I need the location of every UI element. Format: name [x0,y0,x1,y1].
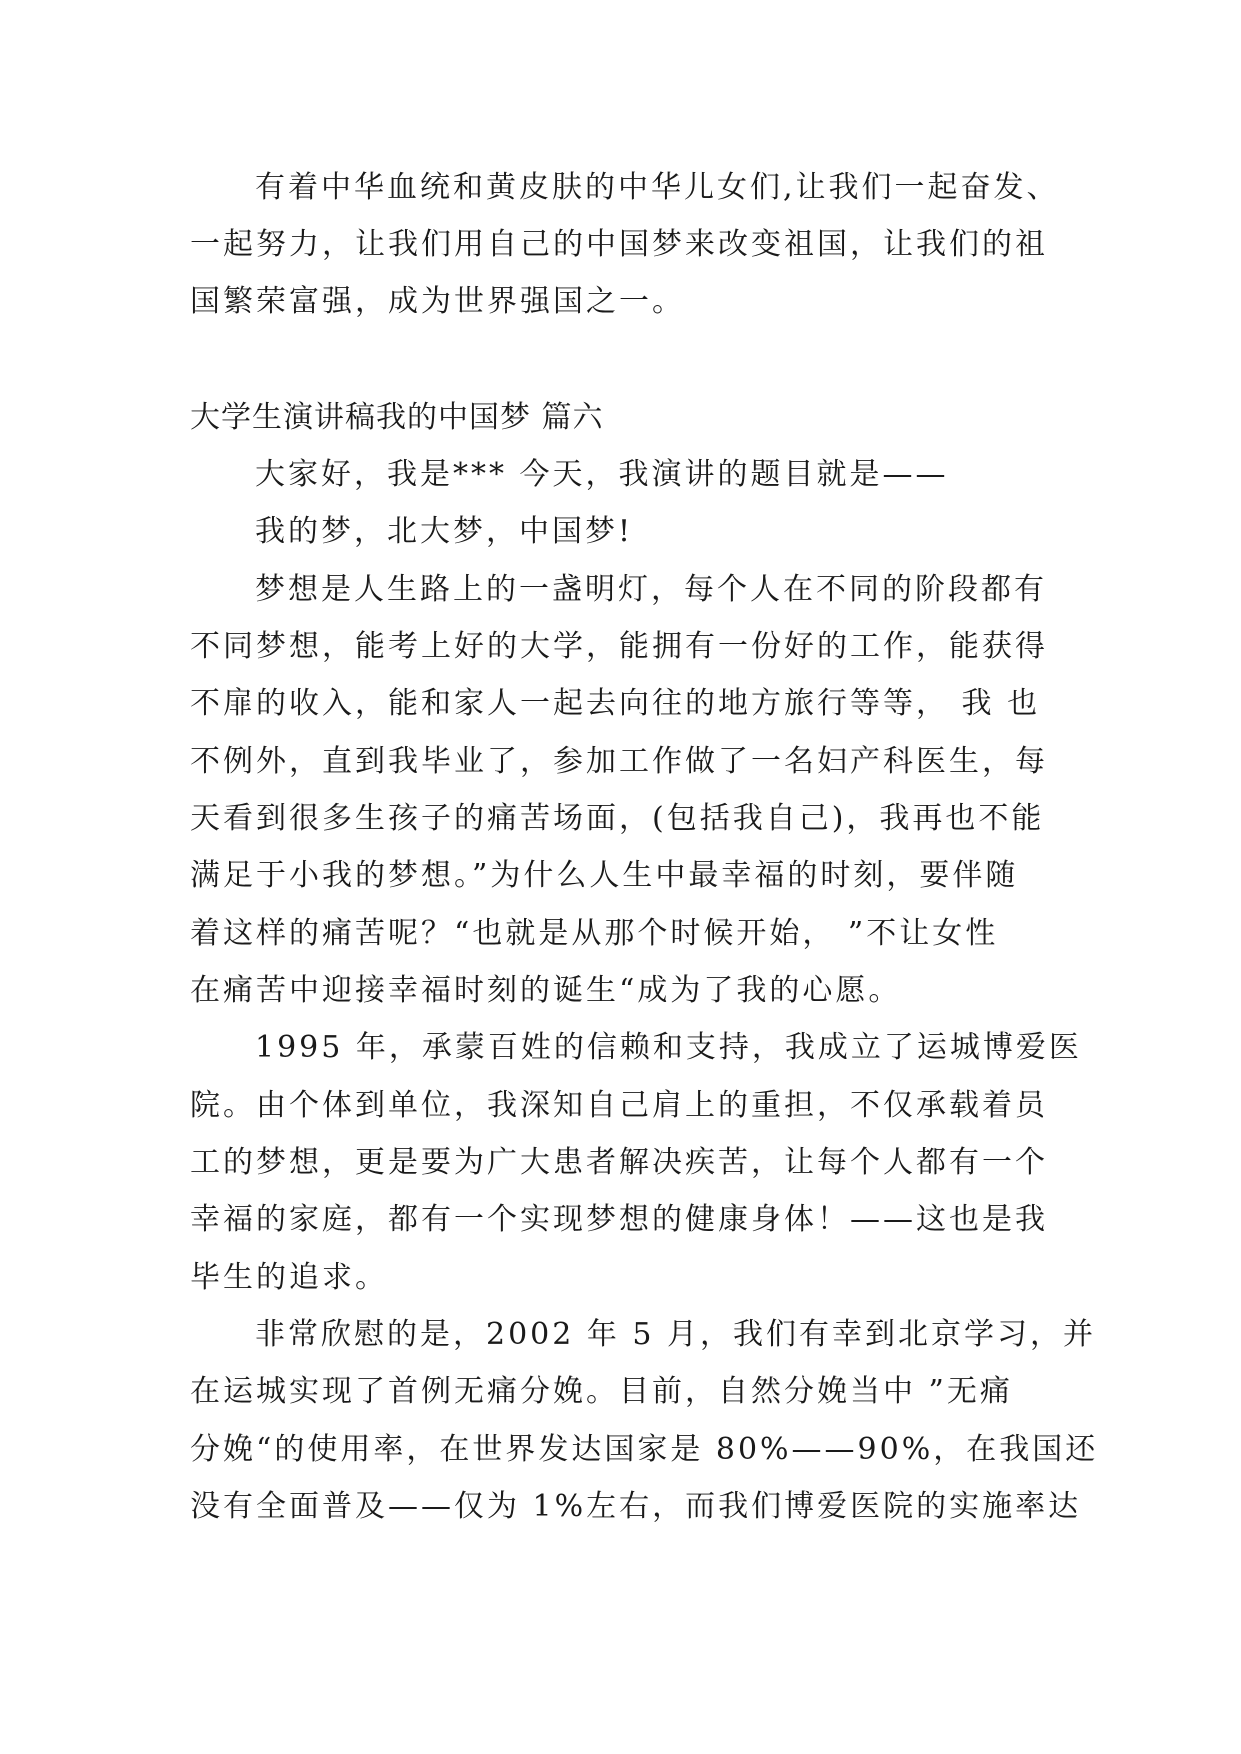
text-line: 没有全面普及——仅为 1%左右，而我们博爱医院的实施率达 [190,1489,1082,1524]
text-line: 一起努力，让我们用自己的中国梦来改变祖国，让我们的祖 [190,227,1048,262]
text-line: 院。由个体到单位，我深知自己肩上的重担，不仅承载着员 [190,1088,1048,1123]
text-line: 幸福的家庭，都有一个实现梦想的健康身体！——这也是我 [190,1202,1048,1237]
text-line: 不同梦想，能考上好的大学，能拥有一份好的工作，能获得 [190,629,1048,664]
text-line: 有着中华血统和黄皮肤的中华儿女们,让我们一起奋发、 [255,170,1060,205]
text-line: 着这样的痛苦呢？“也就是从那个时候开始， ”不让女性 [190,916,999,951]
text-line: 国繁荣富强，成为世界强国之一。 [190,284,685,319]
text-line: 非常欣慰的是，2002 年 5 月，我们有幸到北京学习，并 [255,1317,1097,1352]
text-line: 不例外，直到我毕业了，参加工作做了一名妇产科医生，每 [190,744,1048,779]
text-line: 工的梦想，更是要为广大患者解决疾苦，让每个人都有一个 [190,1145,1048,1180]
text-line: 满足于小我的梦想。”为什么人生中最幸福的时刻，要伴随 [190,858,1019,893]
text-line: 大家好，我是*** 今天，我演讲的题目就是—— [255,457,949,492]
text-line: 不扉的收入，能和家人一起去向往的地方旅行等等， 我 也 [190,686,1041,721]
text-line: 毕生的追求。 [190,1260,388,1295]
text-line: 分娩“的使用率，在世界发达国家是 80%——90%，在我国还 [190,1432,1099,1467]
text-line: 梦想是人生路上的一盏明灯，每个人在不同的阶段都有 [255,572,1047,607]
text-line: 1995 年，承蒙百姓的信赖和支持，我成立了运城博爱医 [255,1030,1082,1065]
text-line: 天看到很多生孩子的痛苦场面，(包括我自己)，我再也不能 [190,801,1045,836]
text-line: 我的梦，北大梦，中国梦! [255,514,634,549]
section-heading: 大学生演讲稿我的中国梦 篇六 [190,400,604,435]
text-line: 在运城实现了首例无痛分娩。目前，自然分娩当中 ”无痛 [190,1374,1013,1409]
text-line: 在痛苦中迎接幸福时刻的诞生“成为了我的心愿。 [190,973,902,1008]
